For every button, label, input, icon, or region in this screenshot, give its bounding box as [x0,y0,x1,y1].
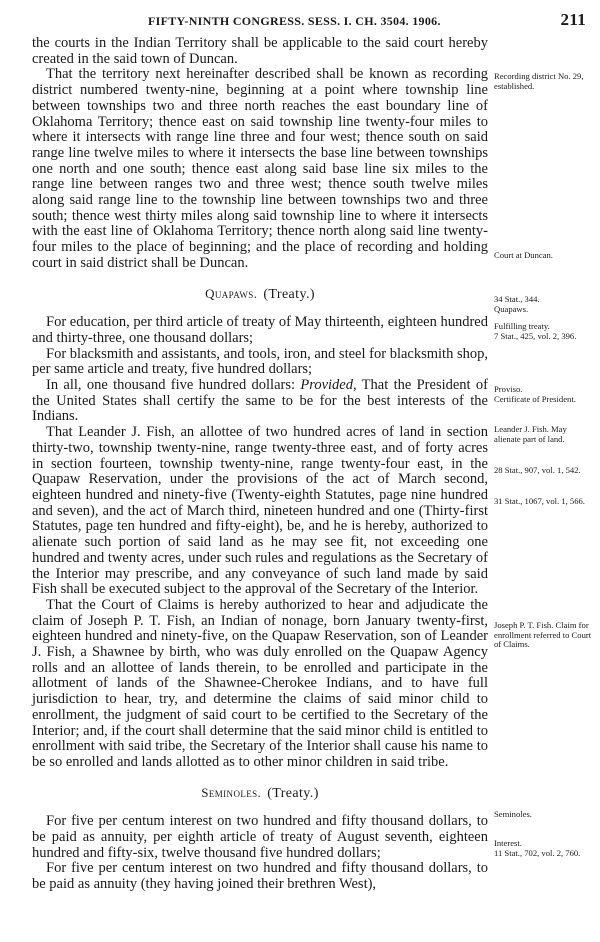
paragraph-leander-fish: That Leander J. Fish, an allottee of two hundred acres of land in section thirty-two, township twenty-nine, range twenty-three east, and of forty acres in section fourteen, township twenty-nine, range twenty-four east, in the Quapaw Reservation, under the provisions of the act of March second, eighteen hundred and ninety-five (Twenty-eighth Statutes, page nine hundred and seven), and the act of March third, nineteen hundred and one (Thirty-first Statutes, page ten hundred and fifty-eight), be, and he is hereby, authorized to alienate such portion of said land as he may see fit, not exceeding one hundred and twenty acres, under such rules and regulations as the Secretary of the Interior may prescribe, and any conveyance of such land made by said Fish shall be executed subject to the approval of the Secretary of the Interior. [32,424,488,598]
paragraph-blacksmith: For blacksmith and assistants, and tools, iron, and steel for blacksmith shop, per same article and treaty, five hundred dollars; [32,345,488,378]
margin-certificate: Certificate of President. [494,393,576,404]
margin-interest-ref: 11 Stat., 702, vol. 2, 760. [494,847,581,858]
paragraph-interest-annuity: For five per centum interest on two hundred and fifty thousand dollars, to be paid as annuity, per eighth article of treaty of August seventh, eighteen hundred and fifty-six, twelve thousand five hundred dollars; [32,813,488,861]
page-number: 211 [560,10,586,29]
paragraph-duncan-court: the courts in the Indian Territory shall be applicable to the said court hereby created in the said town of Duncan. [32,35,488,67]
in-all-text-rest: , That the President of the United States shall certify the same to be for the best interests of the Indians. [32,377,488,425]
margin-quapaws-stat: 34 Stat., 344. [494,294,540,304]
section-heading-quapaws [32,286,488,303]
margin-note-court-duncan: Court at Duncan. [494,250,553,260]
page-header [0,10,600,32]
margin-fulfilling-ref: 7 Stat., 425, vol. 2, 396. [494,330,577,341]
margin-note-fulfilling-treaty [494,322,592,341]
running-head: FIFTY-NINTH CONGRESS. SESS. I. CH. 3504. 1906. [148,14,441,28]
section-title-seminoles: Seminoles. [201,784,262,800]
in-all-text: In all, one thousand five hundred dollars: [46,377,301,394]
paragraph-recording-district: That the territory next hereinafter described shall be known as recording district numbered twenty-nine, beginning at a point where township line between townships two and three north reaches the east boundary line of Oklahoma Territory; thence east on said township line twenty-four miles to where it intersects with range line three and four west; thence south on said range line twelve miles to where it intersects the base line between townships one north and one south; thence east along said base line six miles to the range line between ranges two and three west; thence south twelve miles along said range line to the township line between townships two and three south; thence west thirty miles along said township line to where it intersects with the east line of Oklahoma Territory; thence north along said line twenty-four miles to the place of beginning; and the place of recording and holding court in said district shall be Duncan. [32,66,488,271]
section-heading-seminoles [32,785,488,802]
main-text [32,36,488,893]
margin-note-quapaws [494,295,592,314]
margin-note-joseph-claim: Joseph P. T. Fish. Claim for enrollment referred to Court of Claims. [494,620,592,650]
margin-proviso-label: Proviso. [494,384,523,394]
margin-fulfilling-label: Fulfilling treaty. [494,321,550,331]
margin-note-fish-alienate: Leander J. Fish. May alienate part of land. [494,424,567,444]
section-treaty-seminoles: (Treaty.) [267,785,319,801]
margin-quapaws-label: Quapaws. [494,303,529,314]
paragraph-court-of-claims: That the Court of Claims is hereby authorized to hear and adjudicate the claim of Joseph P. T. Fish, an Indian of nonage, born January twenty-first, eighteen hundred and ninety-five, on the Quapaw Reservation, son of Leander J. Fish, a Shawnee by birth, who was duly enrolled on the Quapaw Agency rolls and an allottee of lands therein, to be enrolled and participate in the allotment of lands of the Shawnee-Cherokee Indians, and to have full jurisdiction to hear, try, and determine the claims of said minor child to enrollment, the judgment of said court to be certified to the Secretary of the Interior; and, if the court shall determine that the said minor child is entitled to enrollment with said tribe, the Secretary of the Interior shall cause his name to be so enrolled and lands allotted as to other minor children in said tribe. [32,596,488,770]
paragraph-in-all [32,378,488,425]
margin-note-interest [494,839,592,858]
paragraph-education: For education, per third article of treaty of May thirteenth, eighteen hundred and thirty-three, one thousand dollars; [32,314,488,346]
proviso-word: Provided [300,377,353,394]
margin-note-stat-28: 28 Stat., 907, vol. 1, 542. [494,465,581,475]
margin-note-recording-district: Recording district No. 29, established. [494,71,584,91]
paragraph-interest-brethren: For five per centum interest on two hundred and fifty thousand dollars, to be paid as annuity (they having joined their brethren West), [32,860,488,893]
margin-note-stat-31: 31 Stat., 1067, vol. 1, 566. [494,496,585,506]
margin-note-seminoles: Seminoles. [494,809,532,819]
margin-note-proviso [494,385,592,404]
section-title-quapaws: Quapaws. [205,285,258,301]
section-treaty-quapaws: (Treaty.) [263,286,315,302]
margin-interest-label: Interest. [494,838,522,848]
